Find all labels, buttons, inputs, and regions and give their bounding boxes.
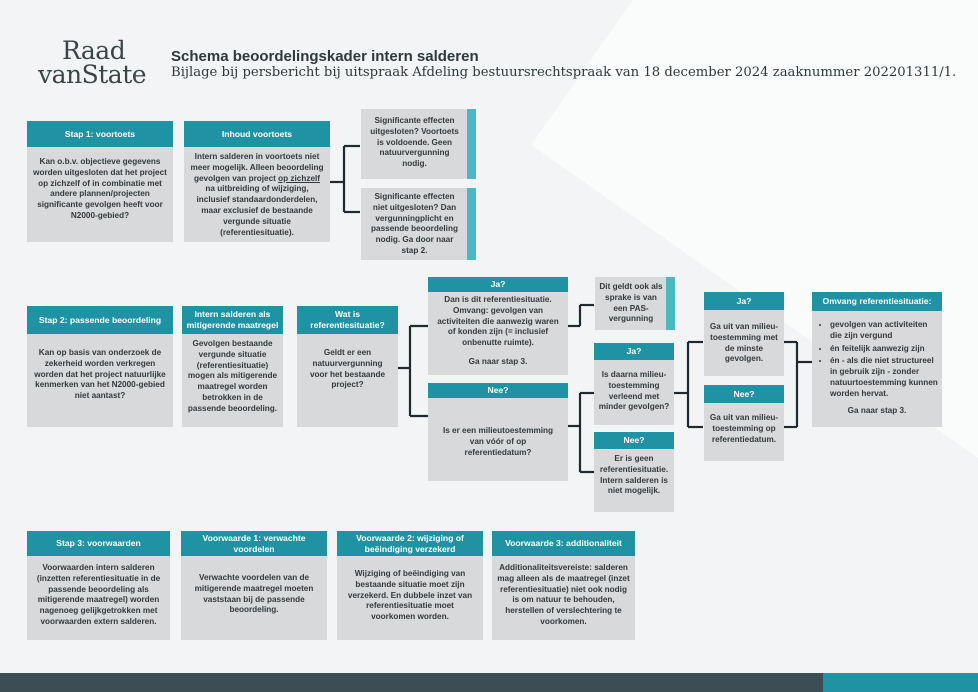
voorwaarde3-box xyxy=(492,531,635,640)
nee-natuurvergunning-body: Is er een milieutoestemming van vóór of op referentiedatum? xyxy=(442,426,554,457)
stap1-box xyxy=(27,121,173,242)
stap3-body: Voorwaarden intern salderen (inzetten referentiesituatie in de passende beoordeling als mitigerende maatregel) worden nagenoeg gelijkgetrokken met voorwaarden extern salderen. xyxy=(36,563,161,627)
page-subtitle: Bijlage bij persbericht bij uitspraak Afdeling bestuursrechtspraak van 18 december 2024 zaaknummer 202201311/1. xyxy=(171,65,957,80)
inhoud-voortoets-body: Intern salderen in voortoets niet meer mogelijk. Alleen beoordeling gevolgen van project op zichzelf na uitbreiding of wijziging, inclusief standaardonderdelen, maar exclusief de bestaande vergunde situatie (referentiesituatie). xyxy=(190,152,324,237)
ja-milieutoestemming-body: Is daarna milieu-toestemming verleend met minder gevolgen? xyxy=(598,370,670,412)
omvang-referentiesituatie-box xyxy=(812,292,942,427)
voorwaarde1-box xyxy=(181,531,327,640)
nee-minder-gevolgen-box xyxy=(704,385,784,461)
ja-natuurvergunning-box xyxy=(428,277,568,375)
nee-milieutoestemming-box xyxy=(594,432,674,512)
intern-salderen-box xyxy=(182,306,283,427)
stap2-box xyxy=(27,306,173,427)
omvang-referentiesituatie-header: Omvang referentiesituatie: xyxy=(812,292,942,311)
omvang-referentiesituatie-body xyxy=(812,311,942,421)
significante-uitgesloten-text: Significante effecten uitgesloten? Voortoets is voldoende. Geen natuurvergunning nodig. xyxy=(370,116,459,169)
stap3-header: Stap 3: voorwaarden xyxy=(27,531,170,556)
footer-bar-dark xyxy=(0,673,823,692)
stap1-body: Kan o.b.v. objectieve gegevens worden uitgesloten dat het project op zichzelf of in combinatie met andere plannen/projecten significante gevolgen heeft voor N2000-gebied? xyxy=(33,157,167,221)
significante-uitgesloten-box xyxy=(361,109,476,179)
nee-natuurvergunning-header: Nee? xyxy=(428,383,568,398)
pas-vergunning-box xyxy=(595,277,675,330)
ja-natuurvergunning-header: Ja? xyxy=(428,277,568,292)
voorwaarde2-box xyxy=(337,531,483,640)
footer-bar-teal xyxy=(823,673,978,692)
significante-niet-uitgesloten-text: Significante effecten niet uitgesloten? Dan vergunningplicht en passende beoordeling nodig. Ga door naar stap 2. xyxy=(371,192,458,256)
ja-minder-gevolgen-body: Ga uit van milieu-toestemming met de minste gevolgen. xyxy=(709,322,779,364)
voorwaarde3-header: Voorwaarde 3: additionaliteit xyxy=(492,531,635,556)
intern-salderen-body: Gevolgen bestaande vergunde situatie (referentiesituatie) mogen als mitigerende maatregel worden betrokken in de passende beoordeling. xyxy=(187,339,278,413)
inhoud-voortoets-header: Inhoud voortoets xyxy=(184,121,330,147)
inhoud-voortoets-box xyxy=(184,121,330,242)
voorwaarde2-body: Wijziging of beëindiging van bestaande situatie moet zijn verzekerd. En dubbele inzet van referentiesituatie moet voorkomen worden. xyxy=(347,569,473,622)
page-title: Schema beoordelingskader intern salderen xyxy=(171,48,479,65)
omvang-footer: Ga naar stap 3. xyxy=(847,405,907,415)
nee-natuurvergunning-box xyxy=(428,383,568,481)
voorwaarde3-body: Additionaliteitsvereiste: salderen mag alleen als de maatregel (inzet referentiesituatie) niet ook nodig is om natuur te behouden, herstellen of verslechtering te voorkomen. xyxy=(497,563,630,627)
logo-raad: Raad xyxy=(62,36,126,65)
voorwaarde1-body: Verwachte voordelen van de mitigerende maatregel moeten vaststaan bij de passende beoordeling. xyxy=(194,573,314,615)
box-tab xyxy=(666,277,675,330)
omvang-list xyxy=(816,320,938,400)
ja-minder-gevolgen-header: Ja? xyxy=(704,292,784,310)
ja-milieutoestemming-header: Ja? xyxy=(594,343,674,360)
omvang-item: • én feitelijk aanwezig zijn xyxy=(830,344,938,355)
stap3-box xyxy=(27,531,170,640)
nee-milieutoestemming-header: Nee? xyxy=(594,432,674,449)
wat-is-referentiesituatie-body: Geldt er een natuurvergunning voor het bestaande project? xyxy=(309,348,386,390)
box-tab xyxy=(467,188,476,260)
stap1-header: Stap 1: voortoets xyxy=(27,121,173,147)
nee-milieutoestemming-body: Er is geen referentiesituatie. Intern salderen is niet mogelijk. xyxy=(599,454,669,496)
nee-minder-gevolgen-header: Nee? xyxy=(704,385,784,403)
stap2-header: Stap 2: passende beoordeling xyxy=(27,306,173,334)
pas-vergunning-text: Dit geldt ook als sprake is van een PAS-vergunning xyxy=(599,282,663,324)
ja-minder-gevolgen-box xyxy=(704,292,784,376)
omvang-item: • én - als die niet structureel in gebruik zijn - zonder natuurtoestemming kunnen worden hervat. xyxy=(830,356,938,399)
logo-vanstate: vanState xyxy=(38,60,147,89)
nee-minder-gevolgen-body: Ga uit van milieu-toestemming op referentiedatum. xyxy=(709,413,779,444)
voorwaarde2-header: Voorwaarde 2: wijziging of beëindiging verzekerd xyxy=(337,531,483,556)
significante-niet-uitgesloten-box xyxy=(361,188,476,260)
box-tab xyxy=(467,109,476,179)
omvang-item: • gevolgen van activiteiten die zijn vergund xyxy=(830,320,938,342)
ja-natuurvergunning-body: Dan is dit referentiesituatie. Omvang: gevolgen van activiteiten die aanwezig waren of konden zijn (= inclusief onbenutte ruimte). Ga naar stap 3. xyxy=(437,295,559,367)
ja-milieutoestemming-box xyxy=(594,343,674,425)
stap2-body: Kan op basis van onderzoek de zekerheid worden verkregen worden dat het project natuurlijke kenmerken van het N2000-gebied niet aantast? xyxy=(34,348,166,401)
intern-salderen-header: Intern salderen als mitigerende maatregel xyxy=(182,306,283,334)
wat-is-referentiesituatie-box xyxy=(297,306,398,427)
voorwaarde1-header: Voorwaarde 1: verwachte voordelen xyxy=(181,531,327,556)
wat-is-referentiesituatie-header: Wat is referentiesituatie? xyxy=(297,306,398,334)
